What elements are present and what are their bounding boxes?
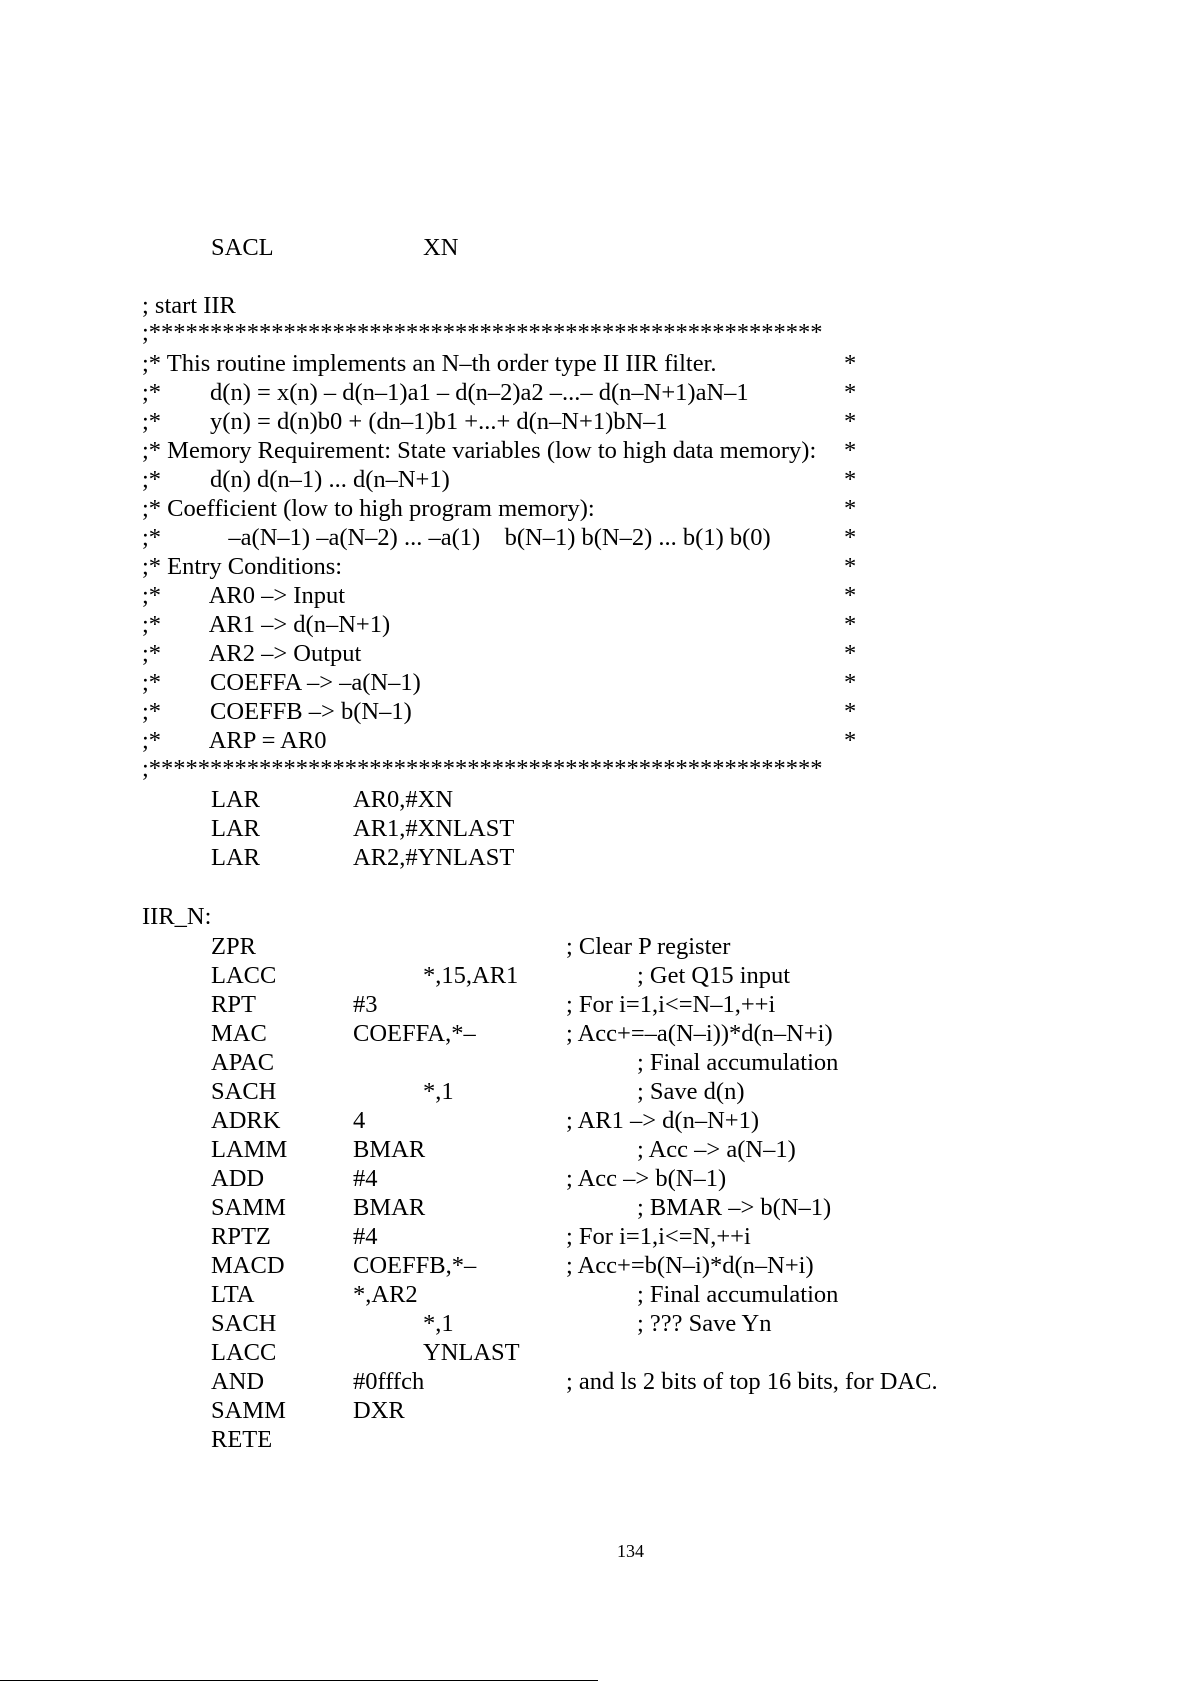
setup-op: LAR [211,786,260,813]
setup-op: LAR [211,815,260,842]
comment-star: * [844,350,857,377]
routine-comment: ; Acc+=b(N–i)*d(n–N+i) [566,1252,814,1279]
comment-star: * [844,611,857,638]
routine-op: RPT [211,991,256,1018]
routine-arg: *,15,AR1 [423,962,519,989]
comment-star: * [844,669,857,696]
routine-arg: 4 [353,1107,366,1134]
comment-line: ;* AR0 –> Input [142,582,346,609]
comment-line: ;* COEFFB –> b(N–1) [142,698,412,725]
comment-line: ;* d(n) d(n–1) ... d(n–N+1) [142,466,450,493]
routine-comment: ; For i=1,i<=N–1,++i [566,991,776,1018]
routine-comment: ; Acc –> a(N–1) [637,1136,796,1163]
rule-line-bottom: ;******************************************************* [142,755,823,782]
comment-line: ;* ARP = AR0 [142,727,327,754]
routine-arg: COEFFB,*– [353,1252,477,1279]
routine-comment: ; For i=1,i<=N,++i [566,1223,751,1250]
routine-op: LTA [211,1281,255,1308]
routine-arg: #3 [353,991,378,1018]
routine-arg: #4 [353,1223,378,1250]
routine-label: IIR_N: [142,903,212,930]
comment-star: * [844,698,857,725]
routine-op: LACC [211,1339,277,1366]
top-instruction-op: SACL [211,234,274,261]
page-number: 134 [617,1541,644,1561]
routine-op: LAMM [211,1136,288,1163]
comment-star: * [844,379,857,406]
routine-arg: YNLAST [423,1339,520,1366]
routine-comment: ; Acc+=–a(N–i))*d(n–N+i) [566,1020,833,1047]
routine-op: SACH [211,1310,277,1337]
routine-op: SAMM [211,1397,286,1424]
routine-op: AND [211,1368,265,1395]
comment-line: ;* Memory Requirement: State variables (low to high data memory): [142,437,817,464]
setup-arg: AR1,#XNLAST [353,815,515,842]
routine-op: LACC [211,962,277,989]
comment-line: ;* y(n) = d(n)b0 + (dn–1)b1 +...+ d(n–N+1)bN–1 [142,408,668,435]
comment-line: ;* This routine implements an N–th order type II IIR filter. [142,350,717,377]
routine-arg: #4 [353,1165,378,1192]
routine-arg: *,1 [423,1078,454,1105]
routine-arg: BMAR [353,1194,426,1221]
setup-arg: AR2,#YNLAST [353,844,515,871]
bottom-divider [0,1680,598,1681]
comment-star: * [844,524,857,551]
routine-arg: *,AR2 [353,1281,418,1308]
routine-op: ADD [211,1165,265,1192]
routine-comment: ; BMAR –> b(N–1) [637,1194,832,1221]
routine-comment: ; Acc –> b(N–1) [566,1165,727,1192]
routine-comment: ; Save d(n) [637,1078,745,1105]
routine-op: MACD [211,1252,285,1279]
comment-star: * [844,495,857,522]
routine-op: RETE [211,1426,273,1453]
comment-line: ;* COEFFA –> –a(N–1) [142,669,421,696]
routine-arg: *,1 [423,1310,454,1337]
comment-star: * [844,466,857,493]
rule-line-top: ;******************************************************* [142,319,823,346]
routine-arg: BMAR [353,1136,426,1163]
comment-line: ;* AR1 –> d(n–N+1) [142,611,391,638]
routine-comment: ; Final accumulation [637,1281,839,1308]
routine-op: ZPR [211,933,256,960]
comment-star: * [844,437,857,464]
comment-star: * [844,640,857,667]
start-comment: ; start IIR [142,292,236,319]
routine-op: SACH [211,1078,277,1105]
routine-comment: ; AR1 –> d(n–N+1) [566,1107,760,1134]
comment-line: ;* d(n) = x(n) – d(n–1)a1 – d(n–2)a2 –...– d(n–N+1)aN–1 [142,379,749,406]
routine-arg: #0fffch [353,1368,425,1395]
routine-op: ADRK [211,1107,281,1134]
setup-arg: AR0,#XN [353,786,454,813]
routine-comment: ; ??? Save Yn [637,1310,772,1337]
routine-arg: DXR [353,1397,405,1424]
routine-comment: ; and ls 2 bits of top 16 bits, for DAC. [566,1368,938,1395]
routine-comment: ; Clear P register [566,933,731,960]
routine-op: SAMM [211,1194,286,1221]
top-instruction-arg: XN [423,234,459,261]
comment-star: * [844,553,857,580]
routine-op: MAC [211,1020,267,1047]
routine-arg: COEFFA,*– [353,1020,476,1047]
comment-line: ;* –a(N–1) –a(N–2) ... –a(1) b(N–1) b(N–2) ... b(1) b(0) [142,524,771,551]
comment-star: * [844,582,857,609]
comment-line: ;* Coefficient (low to high program memory): [142,495,595,522]
routine-comment: ; Final accumulation [637,1049,839,1076]
routine-op: RPTZ [211,1223,271,1250]
comment-star: * [844,727,857,754]
comment-line: ;* AR2 –> Output [142,640,362,667]
comment-star: * [844,408,857,435]
routine-comment: ; Get Q15 input [637,962,791,989]
comment-line: ;* Entry Conditions: [142,553,343,580]
routine-op: APAC [211,1049,275,1076]
setup-op: LAR [211,844,260,871]
